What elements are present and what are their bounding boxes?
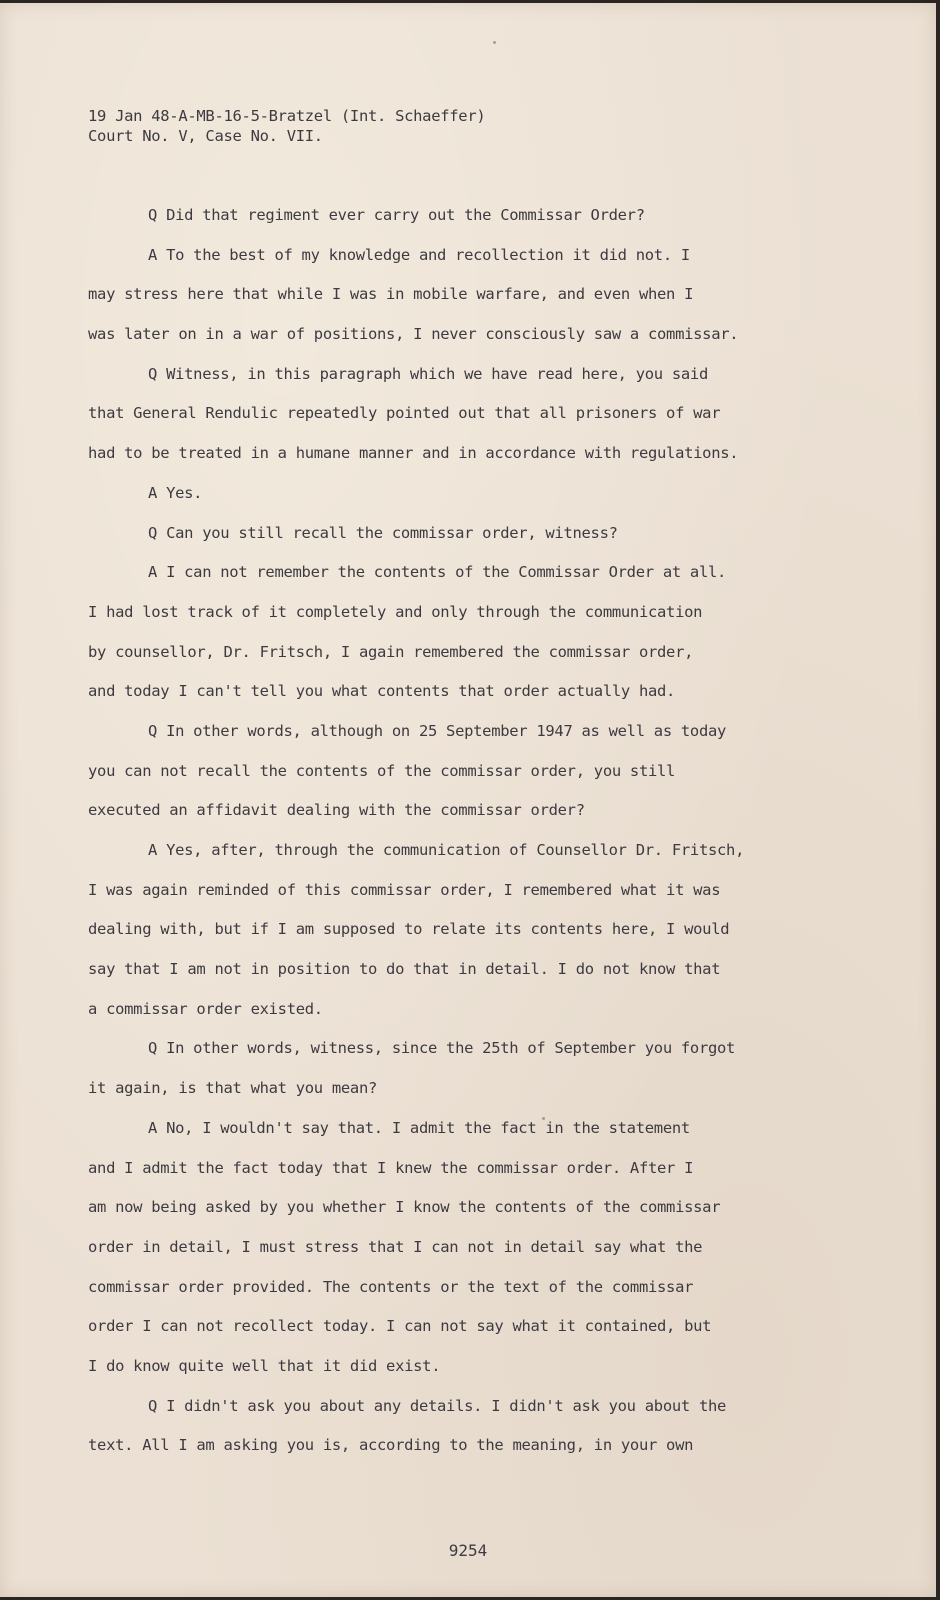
header-court-line: Court No. V, Case No. VII. xyxy=(88,127,323,145)
transcript-line: you can not recall the contents of the commissar order, you still xyxy=(88,761,676,780)
transcript-line: was later on in a war of positions, I never consciously saw a commissar. xyxy=(88,325,739,344)
transcript-line: A No, I wouldn't say that. I admit the fact in the statement xyxy=(148,1118,690,1137)
transcript-line: I had lost track of it completely and only through the communication xyxy=(88,602,703,621)
transcript-body xyxy=(88,204,918,1474)
transcript-line: Q Witness, in this paragraph which we have read here, you said xyxy=(148,364,708,383)
transcript-line: a commissar order existed. xyxy=(88,999,323,1018)
transcript-line: by counsellor, Dr. Fritsch, I again remembered the commissar order, xyxy=(88,642,694,661)
transcript-line: A To the best of my knowledge and recollection it did not. I xyxy=(148,245,690,264)
transcript-line: am now being asked by you whether I know the contents of the commissar xyxy=(88,1198,721,1217)
transcript-line: Q Can you still recall the commissar order, witness? xyxy=(148,523,618,542)
transcript-line: and I admit the fact today that I knew the commissar order. After I xyxy=(88,1158,694,1177)
transcript-line: executed an affidavit dealing with the commissar order? xyxy=(88,801,585,820)
document-page xyxy=(0,3,936,1597)
transcript-line: and today I can't tell you what contents that order actually had. xyxy=(88,682,676,701)
transcript-line: A I can not remember the contents of the Commissar Order at all. xyxy=(148,563,727,582)
header-reference-line: 19 Jan 48-A-MB-16-5-Bratzel (Int. Schaeffer) xyxy=(88,107,486,125)
page-number: 9254 xyxy=(448,1541,488,1560)
transcript-line: commissar order provided. The contents or the text of the commissar xyxy=(88,1277,694,1296)
transcript-line: Q I didn't ask you about any details. I didn't ask you about the xyxy=(148,1396,727,1415)
transcript-line: text. All I am asking you is, according to the meaning, in your own xyxy=(88,1436,694,1455)
transcript-line: A Yes, after, through the communication of Counsellor Dr. Fritsch, xyxy=(148,841,745,859)
document-header xyxy=(88,106,485,146)
transcript-line: A Yes. xyxy=(148,483,203,502)
transcript-line: that General Rendulic repeatedly pointed out that all prisoners of war xyxy=(88,404,721,423)
transcript-line: order I can not recollect today. I can not say what it contained, but xyxy=(88,1317,712,1336)
transcript-line: may stress here that while I was in mobile warfare, and even when I xyxy=(88,285,694,304)
transcript-line: Q Did that regiment ever carry out the Commissar Order? xyxy=(148,206,645,224)
transcript-line: I do know quite well that it did exist. xyxy=(88,1356,441,1375)
transcript-line: I was again reminded of this commissar order, I remembered what it was xyxy=(88,880,721,899)
transcript-line: had to be treated in a humane manner and in accordance with regulations. xyxy=(88,444,739,463)
transcript-line: dealing with, but if I am supposed to relate its contents here, I would xyxy=(88,920,730,939)
transcript-line: say that I am not in position to do that in detail. I do not know that xyxy=(88,960,721,979)
transcript-line: order in detail, I must stress that I can not in detail say what the xyxy=(88,1237,703,1256)
paper-speck xyxy=(493,41,496,44)
transcript-line: it again, is that what you mean? xyxy=(88,1079,378,1098)
transcript-line: Q In other words, although on 25 September 1947 as well as today xyxy=(148,721,727,740)
transcript-line: Q In other words, witness, since the 25th of September you forgot xyxy=(148,1039,736,1058)
